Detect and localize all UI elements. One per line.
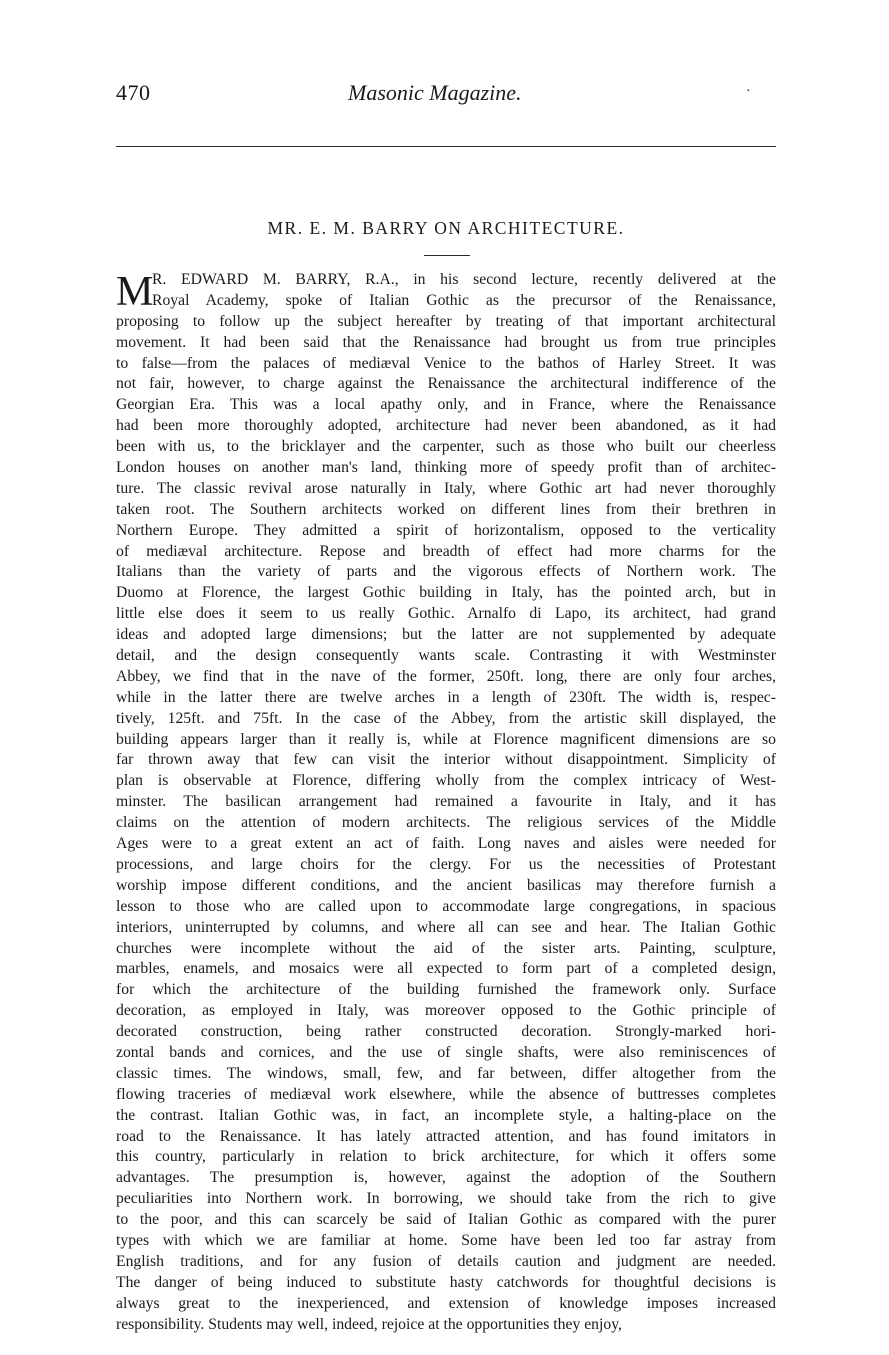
text-line: taken root. The Southern architects worked on different lines from their brethren in bbox=[116, 500, 776, 518]
text-line: little else does it seem to us really Gothic. Arnalfo di Lapo, its architect, had grand bbox=[116, 605, 776, 623]
text-line: to the poor, and this can scarcely be said of Italian Gothic as compared with the purer bbox=[116, 1211, 776, 1229]
text-line: marbles, enamels, and mosaics were all expected to form part of a completed design, bbox=[116, 960, 776, 978]
article-title: MR. E. M. BARRY ON ARCHITECTURE. bbox=[267, 218, 625, 238]
text-line: responsibility. Students may well, indeed, rejoice at the opportunities they enjoy, bbox=[116, 1315, 622, 1333]
text-line: movement. It had been said that the Renaissance had brought us from true principles bbox=[116, 333, 776, 351]
text-line: tively, 125ft. and 75ft. In the case of the Abbey, from the artistic skill displayed, the bbox=[116, 709, 776, 727]
text-line: of mediæval architecture. Repose and breadth of effect had more charms for the bbox=[116, 542, 776, 560]
text-line: for which the architecture of the building furnished the framework only. Surface bbox=[116, 981, 776, 999]
text-line: Abbey, we find that in the nave of the former, 250ft. long, there are only four arches, bbox=[116, 667, 776, 685]
text-line: this country, particularly in relation to brick architecture, for which it offers some bbox=[116, 1148, 776, 1166]
text-line: building appears larger than it really is, while at Florence magnificent dimensions are so bbox=[116, 730, 776, 748]
text-line: types with which we are familiar at home. Some have been led too far astray from bbox=[116, 1231, 776, 1249]
text-line: Royal Academy, spoke of Italian Gothic as the precursor of the Renaissance, bbox=[152, 291, 776, 309]
text-line: classic times. The windows, small, few, and far between, differ altogether from the bbox=[116, 1064, 776, 1082]
text-line: detail, and the design consequently wants scale. Contrasting it with Westminster bbox=[116, 647, 776, 665]
text-line: ture. The classic revival arose naturally in Italy, where Gothic art had never thoroughly bbox=[116, 479, 776, 497]
text-line: London houses on another man's land, thinking more of speedy profit than of architec- bbox=[116, 459, 776, 477]
text-line: flowing traceries of mediæval work elsewhere, while the absence of buttresses completes bbox=[116, 1085, 776, 1103]
drop-cap: M bbox=[116, 269, 154, 315]
text-line: while in the latter there are twelve arches in a length of 230ft. The width is, respec- bbox=[116, 688, 776, 706]
header-mark: · bbox=[746, 84, 751, 99]
text-line: Northern Europe. They admitted a spirit of horizontalism, opposed to the verticality bbox=[116, 521, 776, 539]
text-line: advantages. The presumption is, however, against the adoption of the Southern bbox=[116, 1169, 776, 1187]
running-head bbox=[116, 80, 776, 114]
text-line: road to the Renaissance. It has lately attracted attention, and has found imitators in bbox=[116, 1127, 776, 1145]
text-line: Italians than the variety of parts and the vigorous effects of Northern work. The bbox=[116, 563, 776, 581]
text-line: English traditions, and for any fusion of details caution and judgment are needed. bbox=[116, 1252, 776, 1270]
text-line: Duomo at Florence, the largest Gothic building in Italy, has the pointed arch, but in bbox=[116, 584, 776, 602]
text-line: decoration, as employed in Italy, was moreover opposed to the Gothic principle of bbox=[116, 1002, 776, 1020]
header-rule bbox=[116, 146, 776, 147]
text-line: been with us, to the bricklayer and the carpenter, such as those who built our cheerless bbox=[116, 438, 776, 456]
text-line: to false—from the palaces of mediæval Venice to the bathos of Harley Street. It was bbox=[116, 354, 776, 372]
text-line: always great to the inexperienced, and extension of knowledge imposes increased bbox=[116, 1294, 776, 1312]
text-line: proposing to follow up the subject hereafter by treating of that important architectural bbox=[116, 312, 776, 330]
text-line: The danger of being induced to substitute hasty catchwords for thoughtful decisions is bbox=[116, 1273, 776, 1291]
text-line: Ages were to a great extent an act of faith. Long naves and aisles were needed for bbox=[116, 835, 776, 853]
page-number: 470 bbox=[116, 80, 151, 105]
text-line: churches were incomplete without the aid of the sister arts. Painting, sculpture, bbox=[116, 939, 776, 957]
text-line: claims on the attention of modern architects. The religious services of the Middle bbox=[116, 814, 776, 832]
text-line: plan is observable at Florence, differing wholly from the complex intricacy of West- bbox=[116, 772, 776, 790]
text-line: worship impose different conditions, and the ancient basilicas may therefore furnish a bbox=[116, 876, 776, 894]
text-line: not fair, however, to charge against the Renaissance the architectural indifference of the bbox=[116, 375, 776, 393]
text-line: lesson to those who are called upon to accommodate large congregations, in spacious bbox=[116, 897, 776, 915]
text-line: had been more thoroughly adopted, architecture had never been abandoned, as it had bbox=[116, 417, 776, 435]
text-line: Georgian Era. This was a local apathy only, and in France, where the Renaissance bbox=[116, 396, 776, 414]
text-line: decorated construction, being rather constructed decoration. Strongly-marked hori- bbox=[116, 1023, 776, 1041]
text-line: far thrown away that few can visit the interior without disappointment. Simplicity of bbox=[116, 751, 776, 769]
text-line: minster. The basilican arrangement had remained a favourite in Italy, and it has bbox=[116, 793, 776, 811]
title-rule bbox=[424, 255, 470, 256]
text-line: R. EDWARD M. BARRY, R.A., in his second lecture, recently delivered at the bbox=[152, 271, 776, 288]
magazine-title: Masonic Magazine. bbox=[348, 80, 522, 105]
text-line: zontal bands and cornices, and the use of single shafts, were also reminiscences of bbox=[116, 1043, 776, 1061]
text-line: the contrast. Italian Gothic was, in fact, an incomplete style, a halting-place on the bbox=[116, 1106, 776, 1124]
text-line: peculiarities into Northern work. In borrowing, we should take from the rich to give bbox=[116, 1190, 776, 1208]
text-line: interiors, uninterrupted by columns, and where all can see and hear. The Italian Gothic bbox=[116, 918, 776, 936]
article-body bbox=[116, 270, 776, 1335]
text-line: processions, and large choirs for the clergy. For us the necessities of Protestant bbox=[116, 855, 776, 873]
text-line: ideas and adopted large dimensions; but the latter are not supplemented by adequate bbox=[116, 626, 776, 644]
